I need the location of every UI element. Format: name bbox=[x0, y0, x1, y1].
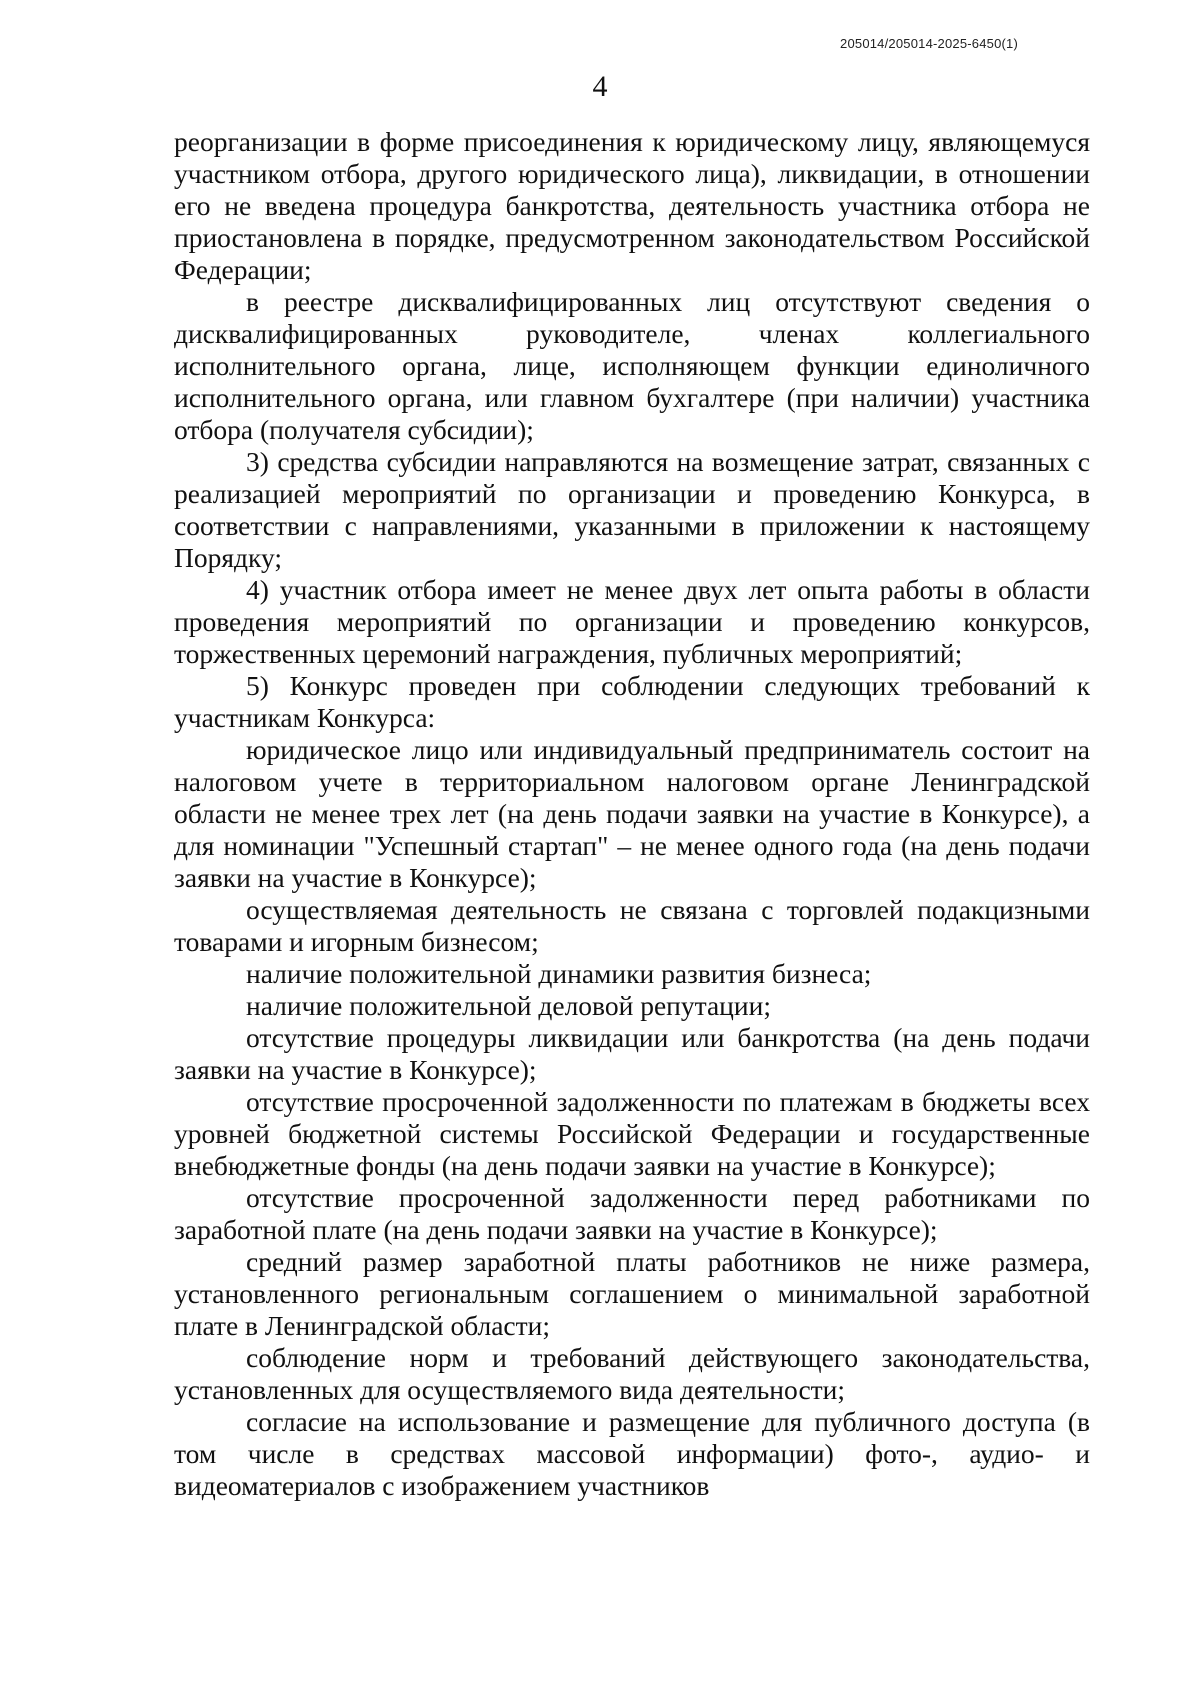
document-registration-number: 205014/205014-2025-6450(1) bbox=[840, 36, 1018, 51]
paragraph: 3) средства субсидии направляются на возмещение затрат, связанных с реализацией мероприятий по организации и проведению Конкурса, в соответствии с направлениями, указанными в приложении к настоящему Порядку; bbox=[174, 446, 1090, 573]
paragraph: согласие на использование и размещение для публичного доступа (в том числе в средствах массовой информации) фото-, аудио- и видеоматериалов с изображением участников bbox=[174, 1406, 1090, 1501]
paragraph: отсутствие процедуры ликвидации или банкротства (на день подачи заявки на участие в Конкурсе); bbox=[174, 1022, 1090, 1085]
paragraph: отсутствие просроченной задолженности перед работниками по заработной плате (на день подачи заявки на участие в Конкурсе); bbox=[174, 1182, 1090, 1245]
paragraph: средний размер заработной платы работников не ниже размера, установленного региональным соглашением о минимальной заработной плате в Ленинградской области; bbox=[174, 1246, 1090, 1341]
paragraph: юридическое лицо или индивидуальный предприниматель состоит на налоговом учете в территориальном налоговом органе Ленинградской области не менее трех лет (на день подачи заявки на участие в Конкурсе), а для номинации "Успешный стартап" – не менее одного года (на день подачи заявки на участие в Конкурсе); bbox=[174, 734, 1090, 893]
page-number: 4 bbox=[592, 70, 608, 103]
paragraph: наличие положительной динамики развития бизнеса; bbox=[246, 958, 872, 989]
paragraph: соблюдение норм и требований действующего законодательства, установленных для осуществляемого вида деятельности; bbox=[174, 1342, 1090, 1405]
paragraph: наличие положительной деловой репутации; bbox=[246, 990, 771, 1021]
paragraph: 4) участник отбора имеет не менее двух лет опыта работы в области проведения мероприятий по организации и проведению конкурсов, торжественных церемоний награждения, публичных мероприятий; bbox=[174, 574, 1090, 669]
paragraph: 5) Конкурс проведен при соблюдении следующих требований к участникам Конкурса: bbox=[174, 670, 1090, 733]
document-body bbox=[174, 126, 1090, 1502]
paragraph: осуществляемая деятельность не связана с торговлей подакцизными товарами и игорным бизнесом; bbox=[174, 894, 1090, 957]
paragraph: реорганизации в форме присоединения к юридическому лицу, являющемуся участником отбора, другого юридического лица), ликвидации, в отношении его не введена процедура банкротства, деятельность участника отбора не приостановлена в порядке, предусмотренном законодательством Российской Федерации; bbox=[174, 126, 1090, 285]
paragraph: в реестре дисквалифицированных лиц отсутствуют сведения о дисквалифицированных руководителе, членах коллегиального исполнительного органа, лице, исполняющем функции единоличного исполнительного органа, или главном бухгалтере (при наличии) участника отбора (получателя субсидии); bbox=[174, 286, 1090, 445]
paragraph: отсутствие просроченной задолженности по платежам в бюджеты всех уровней бюджетной системы Российской Федерации и государственные внебюджетные фонды (на день подачи заявки на участие в Конкурсе); bbox=[174, 1086, 1090, 1181]
